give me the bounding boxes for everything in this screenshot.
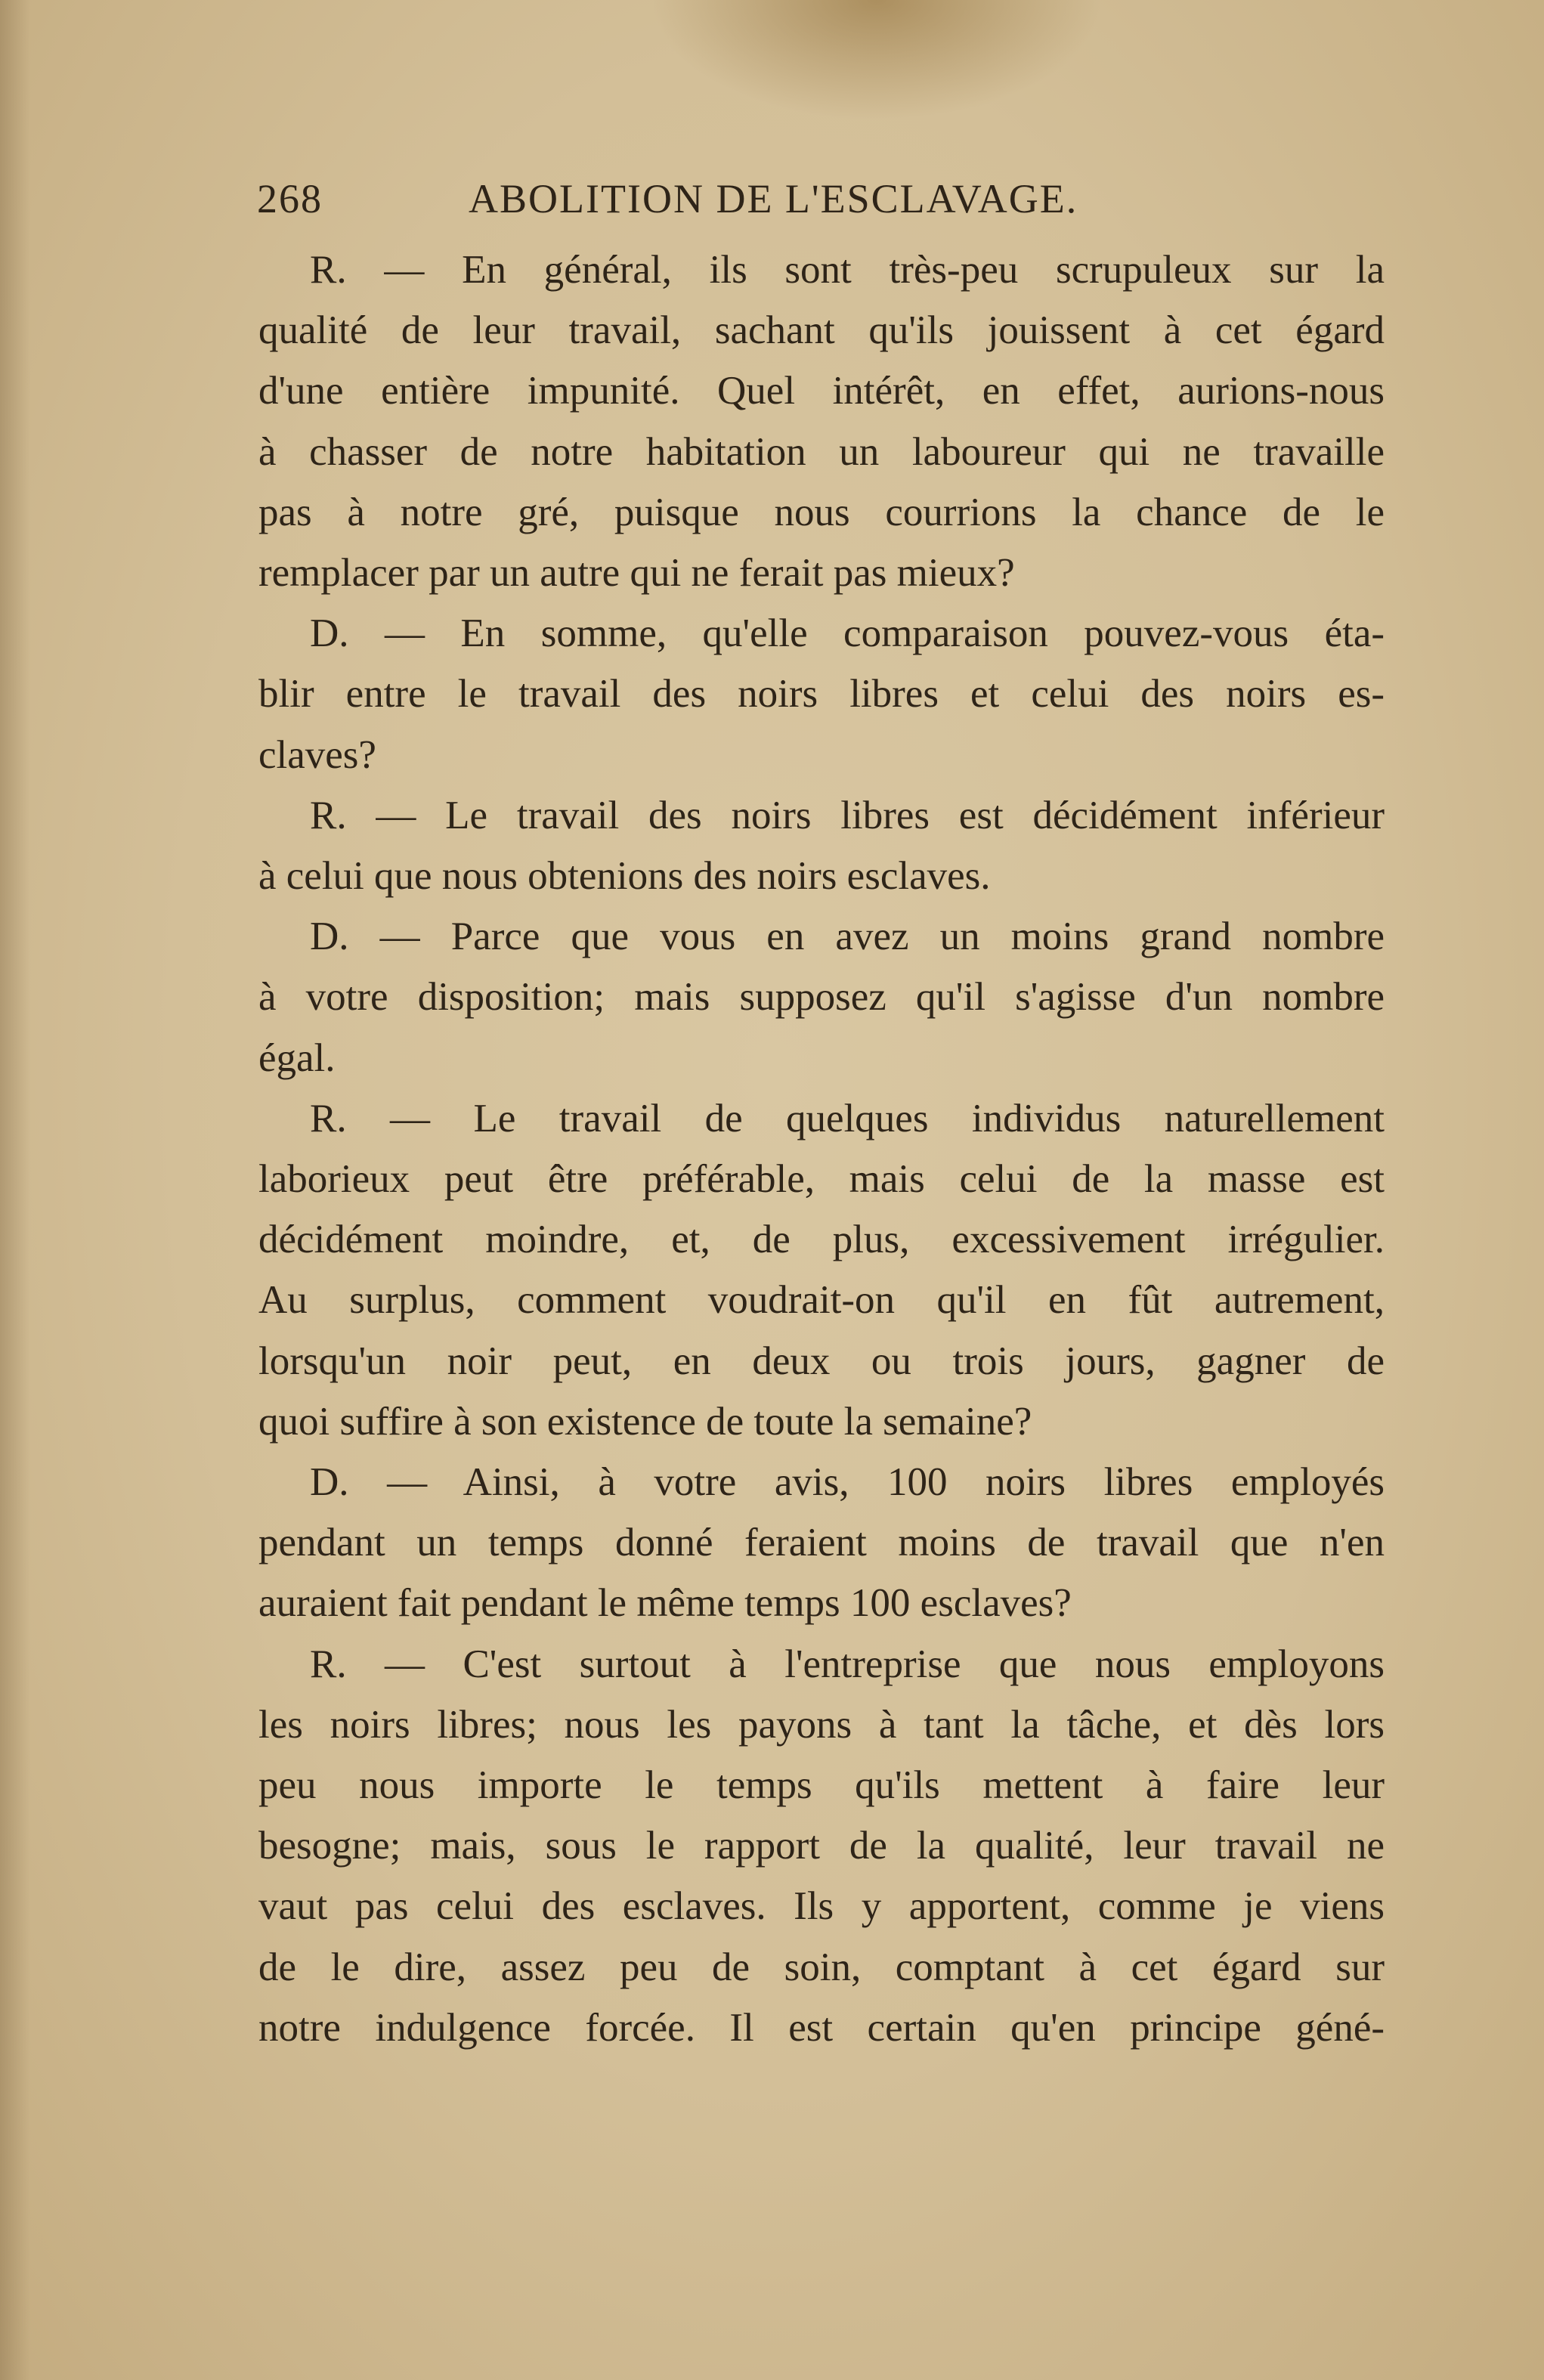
text-line bbox=[258, 1032, 1385, 1085]
running-header bbox=[257, 175, 1391, 228]
text-line-content: D. — Ainsi, à votre avis, 100 noirs libres employés bbox=[310, 1460, 1385, 1504]
text-line bbox=[258, 1274, 1385, 1326]
text-line bbox=[258, 1395, 1385, 1448]
text-line bbox=[258, 546, 1385, 599]
text-line-content: vaut pas celui des esclaves. Ils y apportent, comme je viens bbox=[258, 1884, 1385, 1929]
text-line bbox=[310, 607, 1385, 660]
text-line bbox=[310, 789, 1385, 842]
text-line bbox=[258, 2001, 1385, 2054]
text-line bbox=[310, 1092, 1385, 1145]
text-line bbox=[258, 1153, 1385, 1205]
text-line-content: de le dire, assez peu de soin, comptant à cet égard sur bbox=[258, 1945, 1385, 1989]
text-line-content: les noirs libres; nous les payons à tant la tâche, et dès lors bbox=[258, 1702, 1385, 1747]
text-line bbox=[310, 1456, 1385, 1509]
text-line bbox=[258, 1335, 1385, 1388]
text-line-content: blir entre le travail des noirs libres et celui des noirs es- bbox=[258, 672, 1385, 716]
text-line-content: R. — Le travail de quelques individus naturellement bbox=[310, 1096, 1385, 1140]
text-line bbox=[258, 1577, 1385, 1629]
text-line bbox=[258, 970, 1385, 1023]
text-line bbox=[258, 850, 1385, 902]
text-line bbox=[310, 243, 1385, 296]
text-line bbox=[258, 364, 1385, 417]
text-line-content: laborieux peut être préférable, mais celui de la masse est bbox=[258, 1157, 1385, 1201]
text-line bbox=[310, 910, 1385, 963]
text-line-content: peu nous importe le temps qu'ils mettent à faire leur bbox=[258, 1763, 1385, 1807]
text-line bbox=[258, 486, 1385, 539]
text-line-content: lorsqu'un noir peut, en deux ou trois jours, gagner de bbox=[258, 1339, 1385, 1383]
text-line-content: R. — En général, ils sont très-peu scrupuleux sur la bbox=[310, 248, 1385, 292]
text-line-content: R. — C'est surtout à l'entreprise que nous employons bbox=[310, 1642, 1385, 1686]
text-line bbox=[258, 667, 1385, 720]
paper-stain bbox=[650, 0, 1103, 121]
text-line-content: Au surplus, comment voudrait-on qu'il en fût autrement, bbox=[258, 1278, 1385, 1323]
text-line-content: à votre disposition; mais supposez qu'il s'agisse d'un nombre bbox=[258, 975, 1385, 1020]
text-line-content: d'une entière impunité. Quel intérêt, en effet, aurions-nous bbox=[258, 369, 1385, 413]
page-number: 268 bbox=[257, 176, 323, 221]
text-line-content: égal. bbox=[258, 1035, 336, 1080]
text-line bbox=[258, 1819, 1385, 1872]
text-line bbox=[258, 1880, 1385, 1933]
text-line-content: pas à notre gré, puisque nous courrions la chance de le bbox=[258, 490, 1385, 534]
text-line-content: quoi suffire à son existence de toute la semaine? bbox=[258, 1399, 1032, 1444]
text-line bbox=[258, 1941, 1385, 1994]
text-line bbox=[258, 426, 1385, 478]
text-line-content: notre indulgence forcée. Il est certain qu'en principe géné- bbox=[258, 2005, 1385, 2050]
text-line bbox=[258, 1698, 1385, 1751]
running-title: ABOLITION DE L'ESCLAVAGE. bbox=[469, 176, 1078, 221]
text-line-content: pendant un temps donné feraient moins de travail que n'en bbox=[258, 1521, 1385, 1565]
text-line-content: décidément moindre, et, de plus, excessivement irrégulier. bbox=[258, 1218, 1385, 1262]
text-line-content: à chasser de notre habitation un laboureur qui ne travaille bbox=[258, 429, 1385, 474]
page-edge-shadow bbox=[0, 0, 30, 2380]
text-line bbox=[258, 1759, 1385, 1812]
text-line-content: auraient fait pendant le même temps 100 esclaves? bbox=[258, 1581, 1072, 1626]
text-line-content: remplacer par un autre qui ne ferait pas mieux? bbox=[258, 551, 1015, 595]
text-line-content: R. — Le travail des noirs libres est décidément inférieur bbox=[310, 793, 1385, 837]
text-line-content: besogne; mais, sous le rapport de la qualité, leur travail ne bbox=[258, 1824, 1385, 1868]
text-line-content: qualité de leur travail, sachant qu'ils jouissent à cet égard bbox=[258, 308, 1385, 353]
text-line bbox=[258, 1516, 1385, 1569]
text-line-content: à celui que nous obtenions des noirs esclaves. bbox=[258, 854, 991, 898]
text-line bbox=[310, 1638, 1385, 1691]
text-line bbox=[258, 1213, 1385, 1266]
text-line-content: claves? bbox=[258, 732, 376, 777]
text-line bbox=[258, 729, 1385, 781]
text-line-content: D. — Parce que vous en avez un moins grand nombre bbox=[310, 915, 1385, 959]
text-line-content: D. — En somme, qu'elle comparaison pouvez-vous éta- bbox=[310, 611, 1385, 656]
text-line bbox=[258, 304, 1385, 357]
